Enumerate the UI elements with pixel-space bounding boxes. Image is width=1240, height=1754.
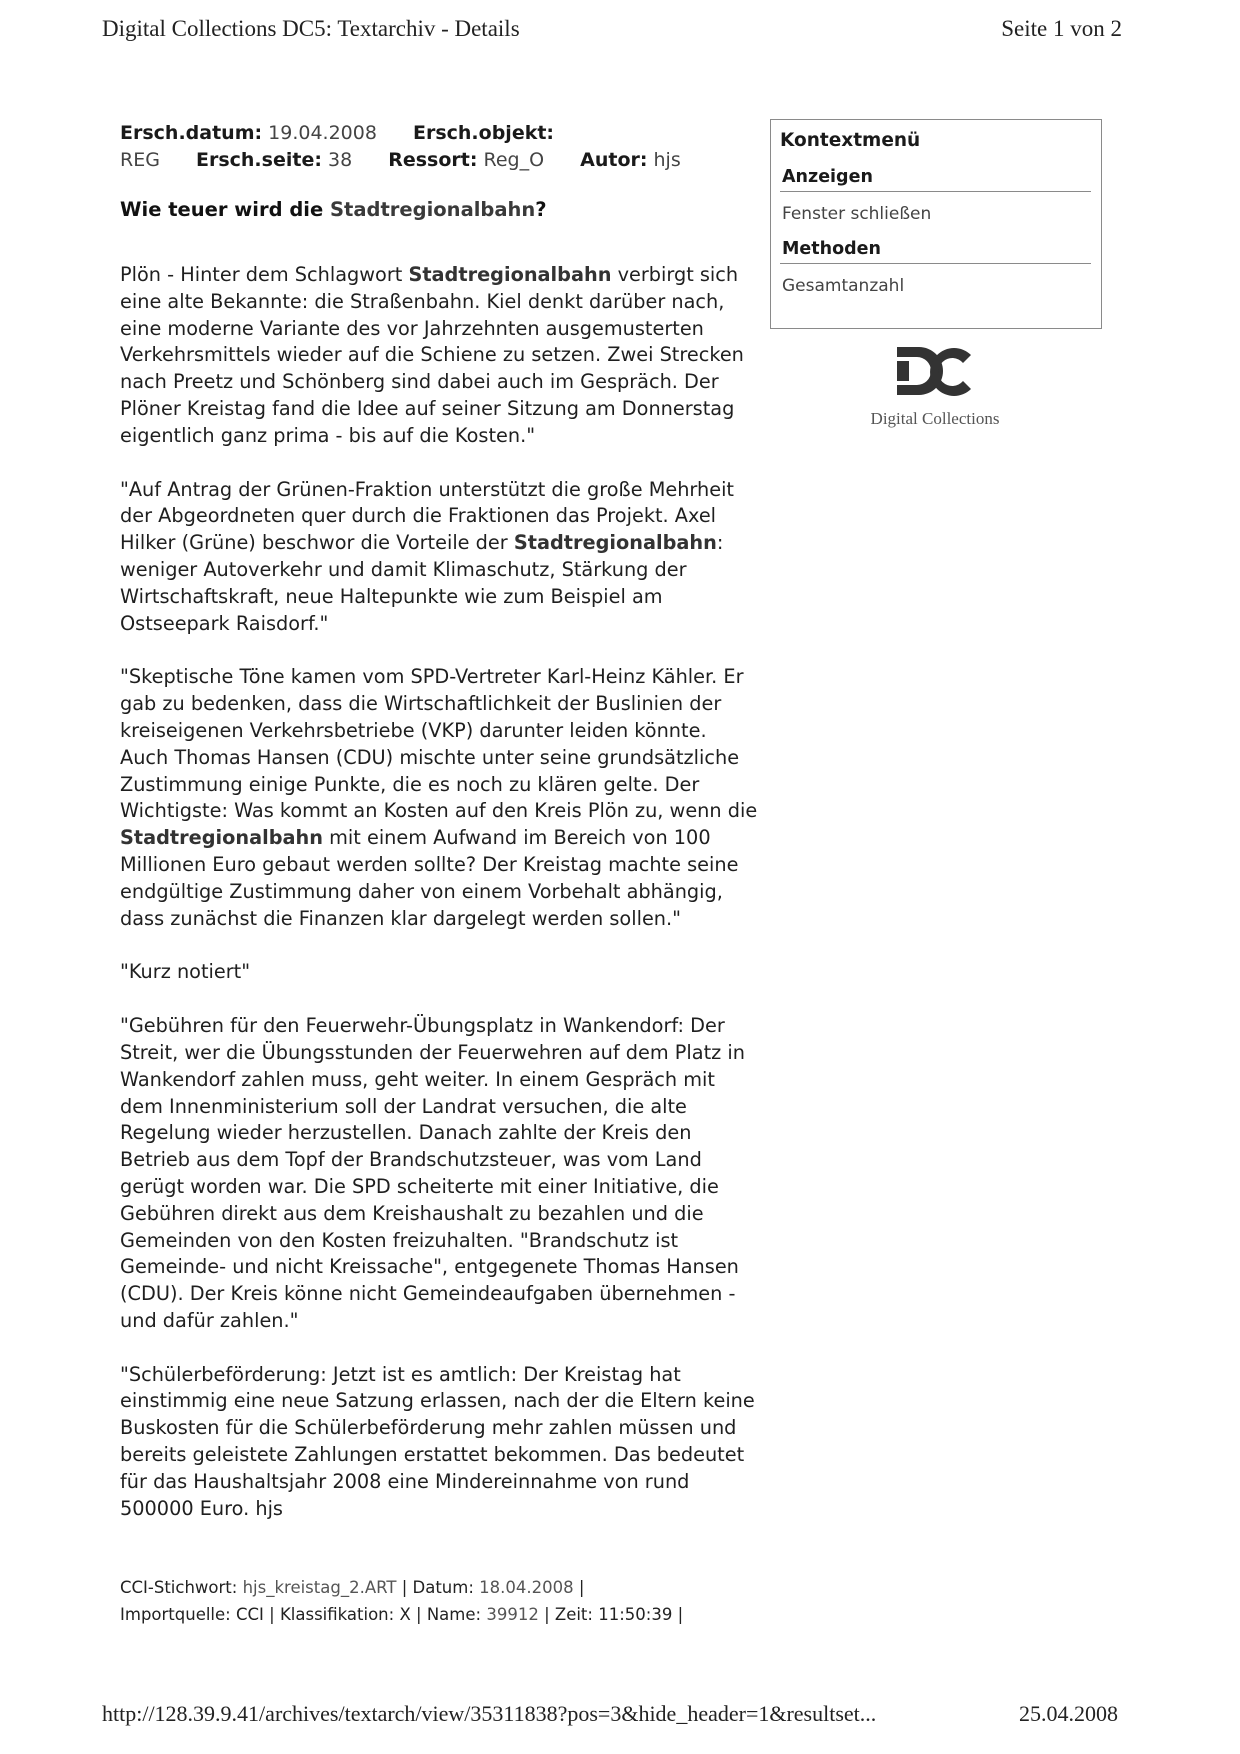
context-menu-section-anzeigen: Anzeigen (780, 167, 1091, 192)
article-headline (120, 198, 547, 221)
dc-logo-icon (895, 345, 975, 399)
article-footer-metadata (120, 1574, 780, 1628)
keyword-highlight: Stadtregionalbahn (120, 826, 323, 850)
datum-value: 18.04.2008 (479, 1578, 574, 1597)
text-run: verbirgt sich eine alte Bekannte: die Straßenbahn. Kiel denkt darüber nach, eine moderne Variante des vor Jahrzehnten ausgemusterten Verkehrsmittels wieder auf die Schiene zu setzen. Zwei Strecken nach Preetz und Schönberg sind dabei auch im Gespräch. Der Plöner Kreistag fand die Idee auf seiner Sitzung am Donnerstag eigentlich ganz prima - bis auf die Kosten." (120, 263, 744, 447)
text-run: "Skeptische Töne kamen vom SPD-Vertreter Karl-Heinz Kähler. Er gab zu bedenken, dass die Wirtschaftlichkeit der Buslinien der kreiseigenen Verkehrsbetriebe (VKP) darunter leiden könnte. Auch Thomas Hansen (CDU) mischte unter seine grundsätzliche Zustimmung einige Punkte, die es noch zu klären gelte. Der Wichtigste: Was kommt an Kosten auf den Kreis Plön zu, wenn die (120, 665, 758, 823)
print-header (102, 16, 1122, 42)
datum-label: Datum: (412, 1578, 474, 1597)
zeit-value: 11:50:39 (598, 1605, 673, 1624)
paragraph (120, 262, 760, 450)
date-value: 19.04.2008 (268, 122, 377, 144)
separator: | (269, 1605, 275, 1624)
paragraph: "Gebühren für den Feuerwehr-Übungsplatz in Wankendorf: Der Streit, wer die Übungsstunden der Feuerwehren auf dem Platz in Wankendorf zahlen muss, geht weiter. In einem Gespräch mit dem Innenministerium soll der Landrat versuchen, die alte Regelung wieder herzustellen. Danach zahlte der Kreis den Betrieb aus dem Topf der Brandschutzsteuer, was vom Land gerügt worden war. Die SPD scheiterte mit einer Initiative, die Gebühren direkt aus dem Kreishaushalt zu bezahlen und die Gemeinden von den Kosten freizuhalten. "Brandschutz ist Gemeinde- und nicht Kreissache", entgegenete Thomas Hansen (CDU). Der Kreis könne nicht Gemeindeaufgaben übernehmen - und dafür zahlen." (120, 1014, 745, 1332)
name-label: Name: (426, 1605, 482, 1624)
ressort-value: Reg_O (483, 149, 545, 171)
headline-keyword: Stadtregionalbahn (330, 198, 536, 221)
paragraph (120, 664, 760, 932)
name-value: 39912 (486, 1605, 539, 1624)
page-label: Ersch.seite: (195, 149, 322, 171)
date-label: Ersch.datum: (120, 122, 263, 144)
close-window-link[interactable]: Fenster schließen (782, 204, 932, 224)
context-menu-title: Kontextmenü (780, 130, 921, 151)
author-label: Autor: (580, 149, 648, 171)
print-header-title: Digital Collections DC5: Textarchiv - Details (102, 16, 520, 41)
context-menu (770, 119, 1102, 329)
import-label: Importquelle: (120, 1605, 231, 1624)
author-value: hjs (653, 149, 681, 171)
text-run: : weniger Autoverkehr und damit Klimaschutz, Stärkung der Wirtschaftskraft, neue Haltepunkte wie zum Beispiel am Ostseepark Raisdorf." (120, 531, 724, 635)
stichwort-value: hjs_kreistag_2.ART (242, 1578, 397, 1597)
print-footer-url: http://128.39.9.41/archives/textarch/view/35311838?pos=3&hide_header=1&resultset... (102, 1701, 877, 1726)
klass-label: Klassifikation: (279, 1605, 395, 1624)
separator: | (578, 1578, 585, 1597)
text-run: Plön - Hinter dem Schlagwort (120, 263, 409, 286)
total-count-link[interactable]: Gesamtanzahl (782, 276, 905, 296)
stichwort-label: CCI-Stichwort: (120, 1578, 238, 1597)
print-footer (102, 1701, 1118, 1727)
print-page-number: Seite 1 von 2 (1001, 16, 1122, 41)
text-run: "Auf Antrag der Grünen-Fraktion unterstützt die große Mehrheit der Abgeordneten quer durch die Fraktionen das Projekt. Axel Hilker (Grüne) beschwor die Vorteile der (120, 477, 734, 555)
separator: | (677, 1605, 684, 1624)
paragraph: "Kurz notiert" (120, 960, 251, 984)
object-value: REG (120, 149, 160, 171)
text-run: mit einem Aufwand im Bereich von 100 Millionen Euro gebaut werden sollte? Der Kreistag machte seine endgültige Zustimmung daher von einem Vorbehalt abhängig, dass zunächst die Finanzen klar dargelegt werden sollen." (120, 826, 739, 930)
print-footer-date: 25.04.2008 (1019, 1701, 1118, 1726)
import-value: CCI (235, 1605, 264, 1624)
separator: | (416, 1605, 422, 1624)
object-label: Ersch.objekt: (412, 122, 555, 144)
digital-collections-logo (860, 345, 1010, 429)
separator: | (544, 1605, 550, 1624)
headline-suffix: ? (535, 198, 547, 221)
headline-prefix: Wie teuer wird die (120, 198, 330, 221)
paragraph: "Schülerbeförderung: Jetzt ist es amtlich: Der Kreistag hat einstimmig eine neue Satzung erlassen, nach der die Eltern keine Buskosten für die Schülerbeförderung mehr zahlen müssen und bereits geleistete Zahlungen erstattet bekommen. Das bedeutet für das Haushaltsjahr 2008 eine Mindereinnahme von rund 500000 Euro. hjs (120, 1362, 755, 1520)
article-metadata (120, 120, 760, 174)
paragraph (120, 477, 760, 638)
zeit-label: Zeit: (554, 1605, 593, 1624)
page-value: 38 (327, 149, 353, 171)
logo-text: Digital Collections (870, 409, 1000, 428)
keyword-highlight: Stadtregionalbahn (513, 531, 717, 555)
separator: | (401, 1578, 408, 1597)
klass-value: X (399, 1605, 411, 1624)
ressort-label: Ressort: (388, 149, 478, 171)
article-body (120, 262, 760, 1549)
context-menu-section-methoden: Methoden (780, 239, 1091, 264)
keyword-highlight: Stadtregionalbahn (408, 263, 612, 286)
